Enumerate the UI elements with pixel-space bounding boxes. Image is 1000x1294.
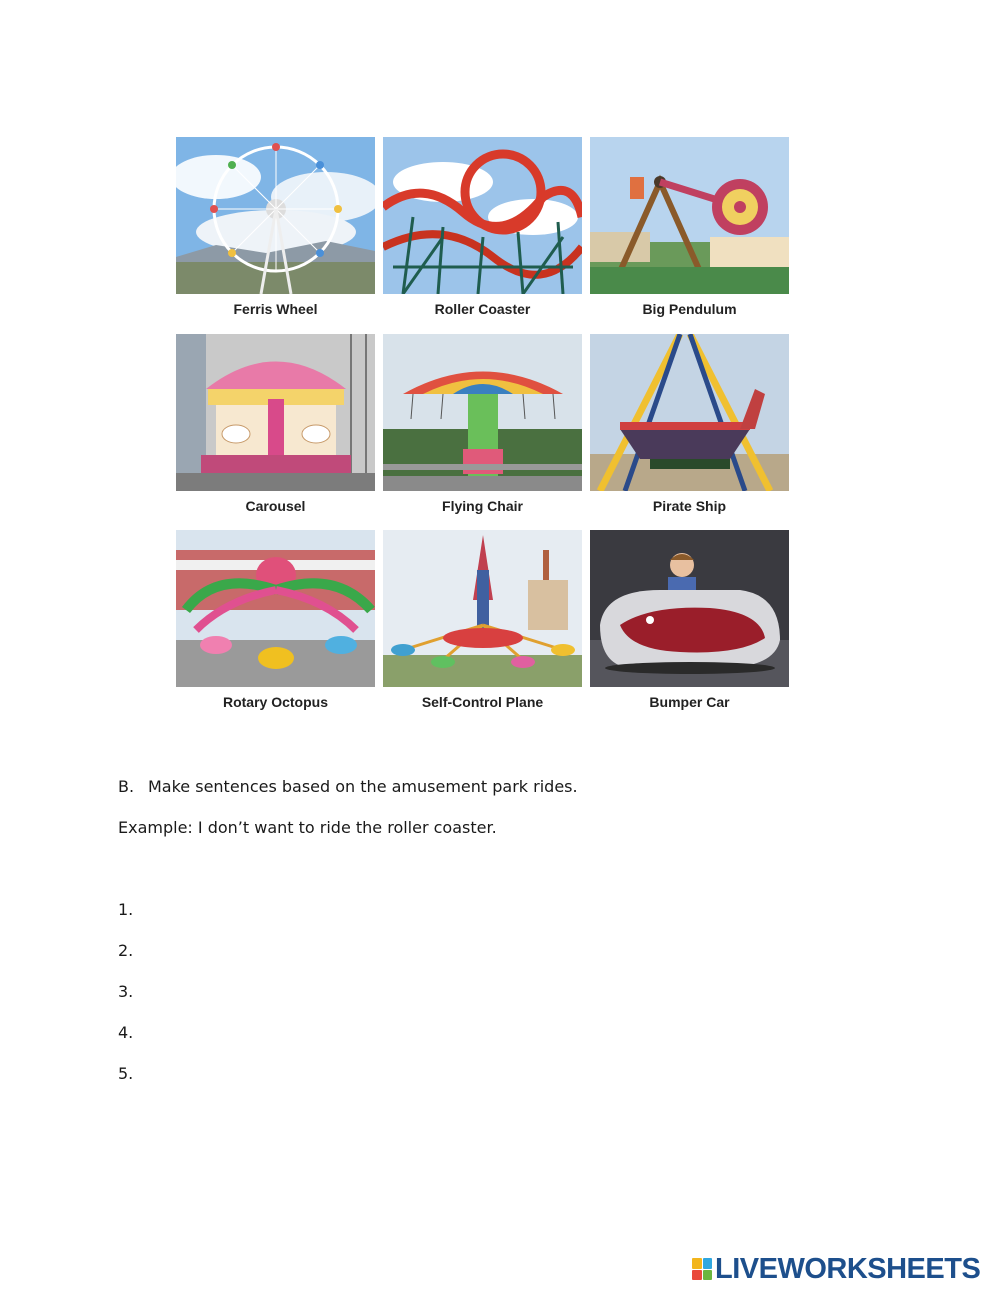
ride-caption: Bumper Car	[649, 694, 730, 710]
ferris-wheel-photo	[176, 137, 375, 294]
ride-card-pirate-ship	[590, 334, 789, 526]
ride-caption: Flying Chair	[442, 498, 523, 514]
section-b-instruction	[118, 777, 578, 796]
ride-card-roller-coaster	[383, 137, 582, 329]
self-control-plane-photo	[383, 530, 582, 687]
rides-photo-grid	[176, 137, 789, 727]
ride-card-big-pendulum	[590, 137, 789, 329]
flying-chair-photo	[383, 334, 582, 491]
ride-caption: Rotary Octopus	[222, 694, 328, 710]
instruction-text: Make sentences based on the amusement park rides.	[148, 777, 578, 796]
answer-line-4[interactable]: 4.	[118, 1023, 134, 1042]
logo-text: LIVEWORKSHEETS	[715, 1252, 981, 1285]
carousel-photo	[176, 334, 375, 491]
answer-line-2[interactable]: 2.	[118, 941, 134, 960]
bumper-car-photo	[590, 530, 789, 687]
ride-caption: Self-Control Plane	[421, 694, 544, 710]
ride-card-rotary-octopus	[176, 530, 375, 722]
ride-card-flying-chair	[383, 334, 582, 526]
ride-caption: Pirate Ship	[652, 498, 727, 514]
ride-card-carousel	[176, 334, 375, 526]
liveworksheets-logo	[692, 1254, 980, 1284]
answer-line-1[interactable]: 1.	[118, 900, 134, 919]
rotary-octopus-photo	[176, 530, 375, 687]
big-pendulum-photo	[590, 137, 789, 294]
ride-card-self-control-plane	[383, 530, 582, 722]
answer-line-3[interactable]: 3.	[118, 982, 134, 1001]
ride-card-bumper-car	[590, 530, 789, 722]
roller-coaster-photo	[383, 137, 582, 294]
answer-line-5[interactable]: 5.	[118, 1064, 134, 1083]
example-sentence: Example: I don’t want to ride the roller coaster.	[118, 818, 497, 837]
ride-caption: Big Pendulum	[642, 301, 737, 317]
ride-caption: Roller Coaster	[434, 301, 531, 317]
ride-caption: Carousel	[245, 498, 306, 514]
ride-caption: Ferris Wheel	[233, 301, 318, 317]
logo-blocks-icon	[692, 1258, 712, 1280]
section-letter: B.	[118, 777, 135, 796]
pirate-ship-photo	[590, 334, 789, 491]
ride-card-ferris-wheel	[176, 137, 375, 329]
